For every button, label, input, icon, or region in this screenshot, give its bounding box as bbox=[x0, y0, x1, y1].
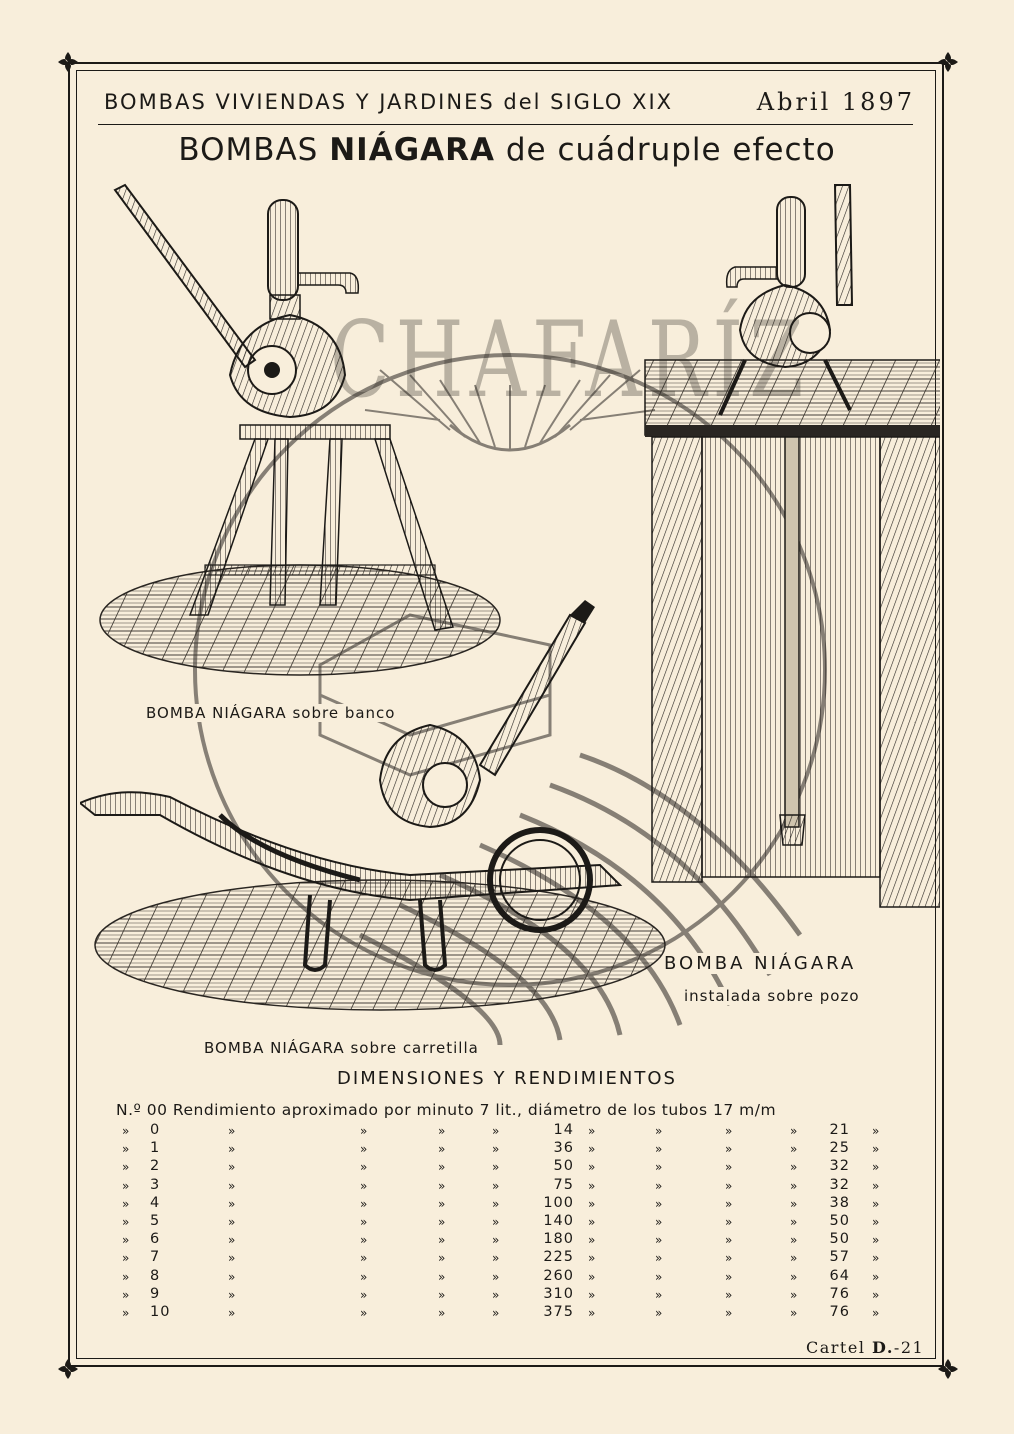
table-row bbox=[0, 1158, 1014, 1176]
table-row bbox=[0, 1304, 1014, 1322]
ditto-mark: » bbox=[438, 1233, 447, 1248]
table-row bbox=[0, 1268, 1014, 1286]
ditto-mark: » bbox=[438, 1178, 447, 1193]
corner-fleur-icon bbox=[55, 1356, 81, 1382]
ditto-mark: » bbox=[790, 1287, 799, 1302]
header bbox=[100, 88, 915, 118]
header-series-title: BOMBAS VIVIENDAS Y JARDINES del SIGLO XIX bbox=[104, 90, 674, 114]
ditto-mark: » bbox=[725, 1306, 734, 1320]
title-post: de cuádruple efecto bbox=[495, 132, 836, 168]
ditto-mark: » bbox=[655, 1287, 664, 1302]
table-cell-liters: 140 bbox=[543, 1213, 574, 1229]
ditto-mark: » bbox=[228, 1124, 237, 1138]
table-cell-diameter: 57 bbox=[829, 1249, 850, 1266]
table-cell-number: 7 bbox=[150, 1249, 161, 1266]
ditto-mark: » bbox=[122, 1306, 131, 1320]
page-title bbox=[0, 132, 1014, 168]
ditto-mark: » bbox=[872, 1287, 881, 1302]
caption-pump-on-well-subtitle: instalada sobre pozo bbox=[684, 987, 860, 1005]
ditto-mark: » bbox=[725, 1287, 734, 1302]
pump-on-well bbox=[645, 185, 940, 907]
ditto-mark: » bbox=[725, 1215, 734, 1229]
ditto-mark: » bbox=[588, 1269, 597, 1284]
ditto-mark: » bbox=[492, 1251, 501, 1266]
ditto-mark: » bbox=[725, 1196, 734, 1211]
corner-fleur-icon bbox=[55, 49, 81, 75]
ditto-mark: » bbox=[725, 1233, 734, 1248]
ditto-mark: » bbox=[492, 1124, 501, 1138]
table-cell-number: 3 bbox=[150, 1176, 161, 1193]
table-row bbox=[0, 1195, 1014, 1213]
ditto-mark: » bbox=[872, 1233, 881, 1248]
ditto-mark: » bbox=[438, 1287, 447, 1302]
table-cell-liters: 14 bbox=[553, 1122, 574, 1138]
ditto-mark: » bbox=[360, 1306, 369, 1320]
ditto-mark: » bbox=[228, 1178, 237, 1193]
table-cell-number: 10 bbox=[150, 1304, 171, 1320]
ditto-mark: » bbox=[360, 1233, 369, 1248]
ditto-mark: » bbox=[492, 1215, 501, 1229]
ditto-mark: » bbox=[438, 1269, 447, 1284]
ditto-mark: » bbox=[655, 1196, 664, 1211]
ditto-mark: » bbox=[655, 1142, 664, 1157]
table-cell-liters: 100 bbox=[543, 1194, 574, 1211]
ditto-mark: » bbox=[588, 1215, 597, 1229]
ditto-mark: » bbox=[122, 1196, 131, 1211]
ditto-mark: » bbox=[438, 1215, 447, 1229]
caption-pump-on-bench: BOMBA NIÁGARA sobre banco bbox=[146, 704, 396, 722]
table-row bbox=[0, 1231, 1014, 1249]
table-cell-liters: 50 bbox=[553, 1158, 574, 1175]
table-cell-diameter: 64 bbox=[829, 1267, 850, 1284]
table-cell-number: 2 bbox=[150, 1158, 161, 1175]
ditto-mark: » bbox=[725, 1142, 734, 1157]
poster-reference-post: -21 bbox=[893, 1338, 925, 1357]
table-cell-number: 4 bbox=[150, 1194, 161, 1211]
ditto-mark: » bbox=[872, 1160, 881, 1175]
table-cell-diameter: 38 bbox=[829, 1194, 850, 1211]
table-cell-number: 8 bbox=[150, 1267, 161, 1284]
ditto-mark: » bbox=[790, 1178, 799, 1193]
caption-pump-on-wheelbarrow: BOMBA NIÁGARA sobre carretilla bbox=[204, 1039, 479, 1057]
ditto-mark: » bbox=[588, 1142, 597, 1157]
ditto-mark: » bbox=[360, 1160, 369, 1175]
poster-reference-bold: D. bbox=[872, 1338, 894, 1357]
pump-on-bench bbox=[100, 185, 500, 675]
ditto-mark: » bbox=[228, 1215, 237, 1229]
table-cell-liters: 75 bbox=[553, 1176, 574, 1193]
table-row bbox=[0, 1122, 1014, 1140]
table-row bbox=[0, 1286, 1014, 1304]
ditto-mark: » bbox=[228, 1233, 237, 1248]
ditto-mark: » bbox=[438, 1196, 447, 1211]
ditto-mark: » bbox=[360, 1124, 369, 1138]
ditto-mark: » bbox=[228, 1160, 237, 1175]
header-date: Abril 1897 bbox=[756, 88, 915, 116]
ditto-mark: » bbox=[872, 1142, 881, 1157]
title-bold: NIÁGARA bbox=[329, 132, 495, 168]
ditto-mark: » bbox=[438, 1160, 447, 1175]
ditto-mark: » bbox=[588, 1196, 597, 1211]
table-cell-diameter: 32 bbox=[829, 1176, 850, 1193]
table-cell-liters: 260 bbox=[543, 1267, 574, 1284]
ditto-mark: » bbox=[492, 1178, 501, 1193]
ditto-mark: » bbox=[872, 1306, 881, 1320]
ditto-mark: » bbox=[872, 1178, 881, 1193]
table-row bbox=[0, 1140, 1014, 1158]
table-cell-diameter: 50 bbox=[829, 1231, 850, 1248]
ditto-mark: » bbox=[588, 1233, 597, 1248]
table-cell-number: 9 bbox=[150, 1285, 161, 1302]
ditto-mark: » bbox=[790, 1196, 799, 1211]
ditto-mark: » bbox=[725, 1251, 734, 1266]
ditto-mark: » bbox=[588, 1306, 597, 1320]
ditto-mark: » bbox=[790, 1142, 799, 1157]
ditto-mark: » bbox=[588, 1160, 597, 1175]
ditto-mark: » bbox=[228, 1196, 237, 1211]
ditto-mark: » bbox=[588, 1178, 597, 1193]
ditto-mark: » bbox=[438, 1124, 447, 1138]
ditto-mark: » bbox=[655, 1178, 664, 1193]
ditto-mark: » bbox=[122, 1142, 131, 1157]
ditto-mark: » bbox=[492, 1142, 501, 1157]
ditto-mark: » bbox=[438, 1142, 447, 1157]
table-title: DIMENSIONES Y RENDIMIENTOS bbox=[337, 1068, 677, 1089]
ditto-mark: » bbox=[790, 1233, 799, 1248]
table-cell-diameter: 25 bbox=[829, 1140, 850, 1157]
header-rule bbox=[98, 124, 913, 125]
table-cell-diameter: 50 bbox=[829, 1213, 850, 1229]
ditto-mark: » bbox=[872, 1215, 881, 1229]
ditto-mark: » bbox=[790, 1251, 799, 1266]
ditto-mark: » bbox=[492, 1269, 501, 1284]
table-row bbox=[0, 1213, 1014, 1231]
ditto-mark: » bbox=[872, 1124, 881, 1138]
ditto-mark: » bbox=[360, 1251, 369, 1266]
ditto-mark: » bbox=[492, 1233, 501, 1248]
table-cell-diameter: 76 bbox=[829, 1304, 850, 1320]
ditto-mark: » bbox=[360, 1215, 369, 1229]
ditto-mark: » bbox=[228, 1287, 237, 1302]
ditto-mark: » bbox=[122, 1160, 131, 1175]
ditto-mark: » bbox=[122, 1269, 131, 1284]
ditto-mark: » bbox=[122, 1251, 131, 1266]
ditto-mark: » bbox=[872, 1196, 881, 1211]
ditto-mark: » bbox=[360, 1142, 369, 1157]
title-pre: BOMBAS bbox=[178, 132, 330, 168]
ditto-mark: » bbox=[492, 1160, 501, 1175]
corner-fleur-icon bbox=[935, 49, 961, 75]
ditto-mark: » bbox=[360, 1196, 369, 1211]
ditto-mark: » bbox=[725, 1178, 734, 1193]
table-cell-liters: 180 bbox=[543, 1231, 574, 1248]
ditto-mark: » bbox=[790, 1215, 799, 1229]
ditto-mark: » bbox=[438, 1306, 447, 1320]
ditto-mark: » bbox=[228, 1269, 237, 1284]
ditto-mark: » bbox=[360, 1178, 369, 1193]
ditto-mark: » bbox=[122, 1233, 131, 1248]
ditto-mark: » bbox=[872, 1251, 881, 1266]
ditto-mark: » bbox=[122, 1215, 131, 1229]
poster-reference bbox=[806, 1338, 924, 1357]
ditto-mark: » bbox=[655, 1306, 664, 1320]
corner-fleur-icon bbox=[935, 1356, 961, 1382]
ditto-mark: » bbox=[790, 1160, 799, 1175]
table-cell-number: 5 bbox=[150, 1213, 161, 1229]
table-cell-number: 1 bbox=[150, 1140, 161, 1157]
ditto-mark: » bbox=[588, 1124, 597, 1138]
ditto-mark: » bbox=[655, 1160, 664, 1175]
ditto-mark: » bbox=[122, 1287, 131, 1302]
ditto-mark: » bbox=[655, 1233, 664, 1248]
table-cell-liters: 310 bbox=[543, 1285, 574, 1302]
ditto-mark: » bbox=[790, 1124, 799, 1138]
ditto-mark: » bbox=[790, 1269, 799, 1284]
ditto-mark: » bbox=[122, 1178, 131, 1193]
caption-pump-on-well-title: BOMBA NIÁGARA bbox=[664, 953, 857, 974]
table-cell-diameter: 76 bbox=[829, 1285, 850, 1302]
ditto-mark: » bbox=[655, 1269, 664, 1284]
ditto-mark: » bbox=[228, 1142, 237, 1157]
table-header-line: N.º 00 Rendimiento aproximado por minuto 7 lit., diámetro de los tubos 17 m/m bbox=[116, 1101, 777, 1119]
ditto-mark: » bbox=[228, 1251, 237, 1266]
ditto-mark: » bbox=[360, 1287, 369, 1302]
ditto-mark: » bbox=[725, 1160, 734, 1175]
watermark-text: CHAFARÍZ bbox=[330, 300, 810, 422]
table-row bbox=[0, 1177, 1014, 1195]
ditto-mark: » bbox=[588, 1287, 597, 1302]
ditto-mark: » bbox=[655, 1251, 664, 1266]
table-cell-liters: 225 bbox=[543, 1249, 574, 1266]
ditto-mark: » bbox=[438, 1251, 447, 1266]
table-cell-liters: 375 bbox=[543, 1304, 574, 1320]
table-cell-liters: 36 bbox=[553, 1140, 574, 1157]
ditto-mark: » bbox=[492, 1306, 501, 1320]
ditto-mark: » bbox=[725, 1124, 734, 1138]
ditto-mark: » bbox=[492, 1196, 501, 1211]
ditto-mark: » bbox=[790, 1306, 799, 1320]
table-cell-number: 6 bbox=[150, 1231, 161, 1248]
ditto-mark: » bbox=[492, 1287, 501, 1302]
ditto-mark: » bbox=[872, 1269, 881, 1284]
ditto-mark: » bbox=[655, 1215, 664, 1229]
table-cell-diameter: 32 bbox=[829, 1158, 850, 1175]
ditto-mark: » bbox=[588, 1251, 597, 1266]
poster-reference-pre: Cartel bbox=[806, 1338, 873, 1357]
ditto-mark: » bbox=[360, 1269, 369, 1284]
table-cell-diameter: 21 bbox=[829, 1122, 850, 1138]
ditto-mark: » bbox=[655, 1124, 664, 1138]
ditto-mark: » bbox=[228, 1306, 237, 1320]
table-cell-number: 0 bbox=[150, 1122, 161, 1138]
table-row bbox=[0, 1249, 1014, 1267]
ditto-mark: » bbox=[122, 1124, 131, 1138]
ditto-mark: » bbox=[725, 1269, 734, 1284]
